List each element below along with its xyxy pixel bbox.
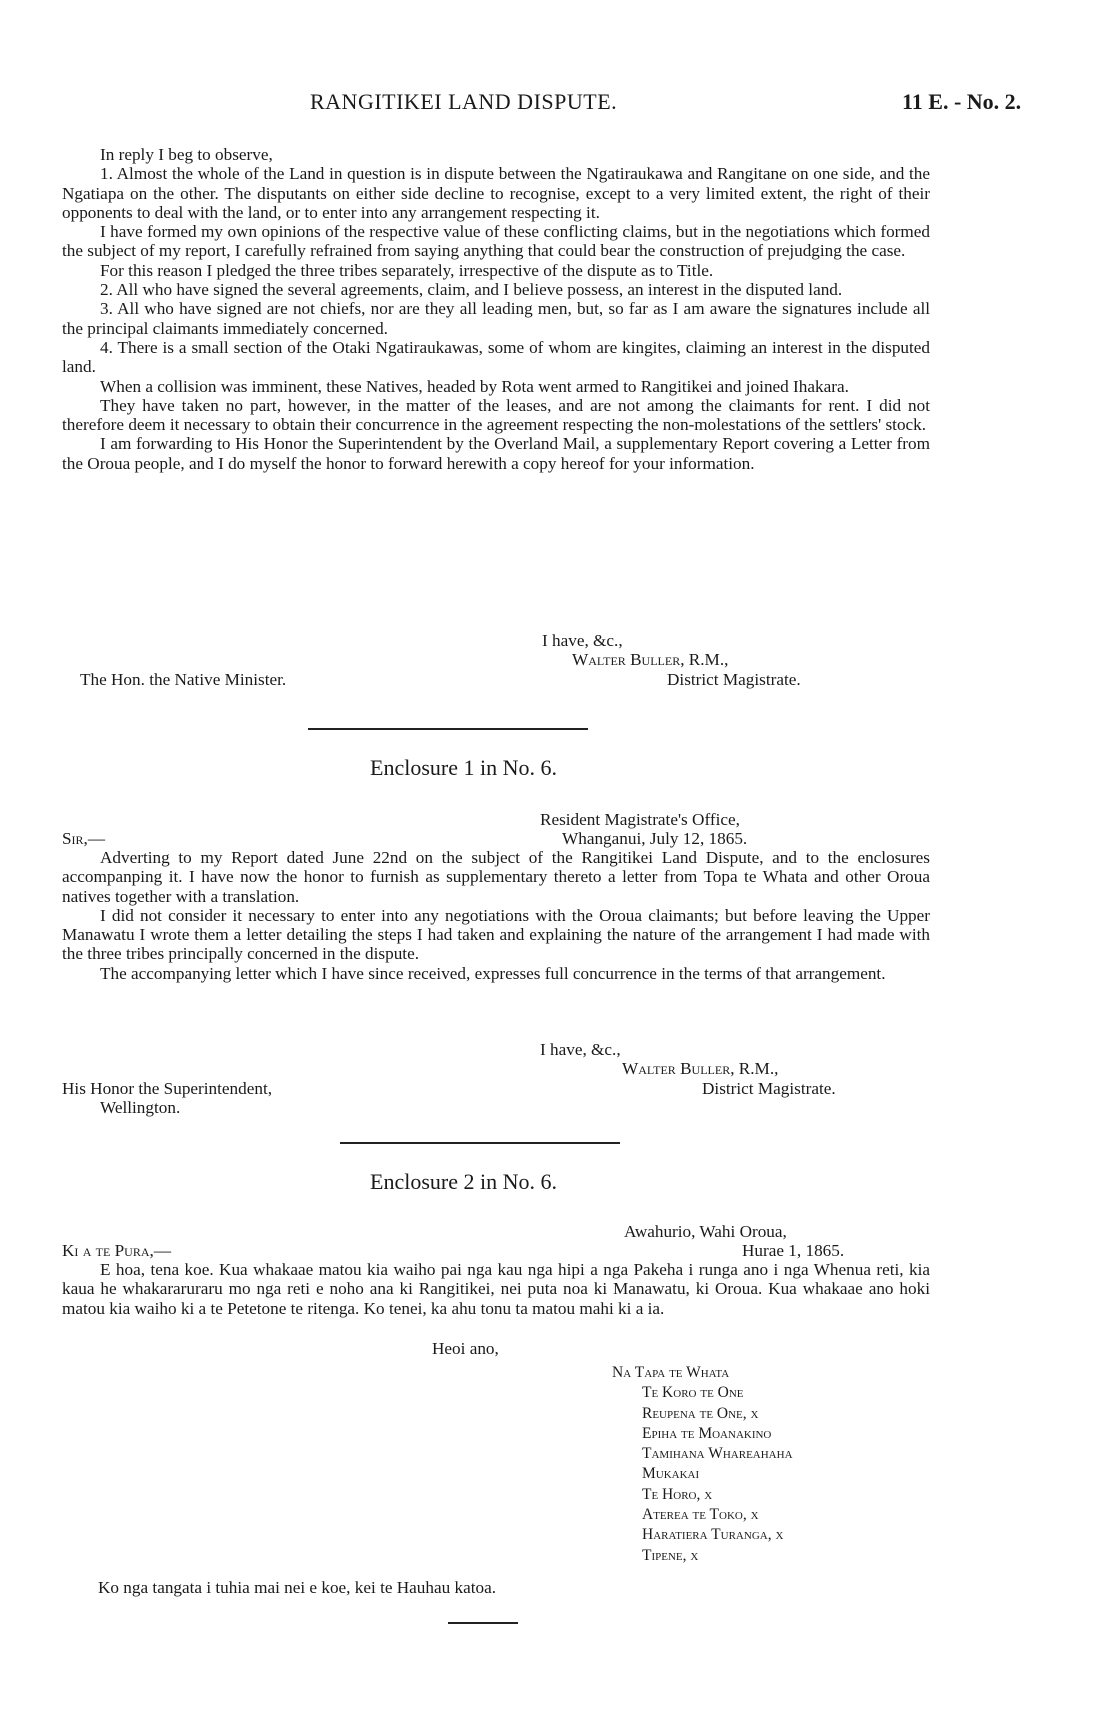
designation: District Magistrate.	[667, 670, 801, 689]
running-title: RANGITIKEI LAND DISPUTE.	[310, 89, 618, 114]
salutation: Sir,—	[62, 829, 106, 848]
enclosure-2-body	[62, 1260, 930, 1318]
enclosure-1-body	[62, 848, 930, 983]
paragraph: I am forwarding to His Honor the Superintendent by the Overland Mail, a supplementary Report covering a Letter from the Oroua people, and I do myself the honor to forward herewith a copy hereof for your information.	[62, 434, 930, 473]
list-item: Tamihana Whareahaha	[642, 1445, 793, 1463]
list-item: Haratiera Turanga, x	[642, 1526, 784, 1544]
addressee: His Honor the Superintendent,	[62, 1079, 273, 1098]
list-item: Epiha te Moanakino	[642, 1424, 772, 1442]
paragraph: I did not consider it necessary to enter into any negotiations with the Oroua claimants; but before leaving the Upper Manawatu I wrote them a letter detailing the steps I had taken and explaining the nature of the arrangement I had made with the three tribes principally concerned in the dispute.	[62, 905, 930, 964]
list-item: Reupena te One, x	[642, 1404, 759, 1422]
paragraph: 2. All who have signed the several agreements, claim, and I believe possess, an interest in the disputed land.	[100, 280, 843, 300]
salutation: Ki a te Pura,—	[62, 1241, 172, 1260]
page-number: 11 E. - No. 2.	[902, 89, 1022, 114]
address-line: Hurae 1, 1865.	[742, 1241, 845, 1260]
enclosure-2-heading: Enclosure 2 in No. 6.	[370, 1169, 557, 1194]
list-item: Tipene, x	[642, 1546, 699, 1564]
addressee: Wellington.	[100, 1098, 181, 1117]
designation: District Magistrate.	[702, 1079, 836, 1098]
enclosure-1-heading: Enclosure 1 in No. 6.	[370, 755, 557, 780]
address-line: Whanganui, July 12, 1865.	[562, 829, 748, 848]
signature: Walter Buller, R.M.,	[622, 1059, 779, 1078]
closing-phrase: I have, &c.,	[542, 631, 623, 650]
enclosure-1-closing	[62, 1040, 932, 1120]
list-item: Na Tapa te Whata	[612, 1364, 730, 1381]
divider	[308, 728, 588, 730]
signature: Walter Buller, R.M.,	[572, 650, 729, 669]
paragraph: When a collision was imminent, these Natives, headed by Rota went armed to Rangitikei and joined Ihakara.	[100, 376, 849, 396]
signatory-list	[612, 1362, 793, 1565]
page-header	[0, 89, 1114, 122]
paragraph: I have formed my own opinions of the respective value of these conflicting claims, but in the negotiations which formed the subject of my report, I carefully refrained from saying anything that could bear the construction of prejudging the case.	[62, 222, 930, 261]
paragraph: 4. There is a small section of the Otaki Ngatiraukawas, some of whom are kingites, claiming an interest in the disputed land.	[62, 337, 930, 377]
enclosure-2-address	[62, 1222, 932, 1262]
closing-phrase: Heoi ano,	[432, 1339, 499, 1358]
list-item: Te Koro te One	[642, 1384, 744, 1402]
paragraph: 1. Almost the whole of the Land in question is in dispute between the Ngatiraukawa and Rangitane on one side, and the Ngatiapa on the other. The disputants on either side decline to recognise, except to a very limited extent, the right of their opponents to deal with the land, or to enter into any arrangement respecting it.	[62, 164, 930, 222]
divider	[448, 1622, 518, 1624]
list-item: Mukakai	[642, 1465, 700, 1483]
paragraph: E hoa, tena koe. Kua whakaae matou kia waiho pai nga kau nga hipi a nga Pakeha i runga ano i nga Whenua reti, kia kaua he whakararuraru mo nga reti e noho ana ki Rangitikei, nei puta noa ki Manawatu, ki Oroua. Kua whakaae ano hoki matou kia waiho ki a te Petetone te ritenga. Ko tenei, ka ahu tonu ta matou mahi ki a ia.	[62, 1260, 930, 1318]
addressee: The Hon. the Native Minister.	[80, 670, 287, 689]
paragraph: For this reason I pledged the three tribes separately, irrespective of the dispute as to Title.	[100, 260, 714, 280]
paragraph: They have taken no part, however, in the matter of the leases, and are not among the claimants for rent. I did not therefore deem it necessary to obtain their concurrence in the agreement respecting the non-molestations of the settlers' stock.	[62, 395, 930, 435]
address-line: Awahurio, Wahi Oroua,	[624, 1222, 787, 1241]
letter-body	[62, 145, 930, 473]
list-item: Te Horo, x	[642, 1485, 713, 1503]
paragraph: 3. All who have signed are not chiefs, nor are they all leading men, but, so far as I am aware the signatures include all the principal claimants immediately concerned.	[62, 299, 930, 338]
address-line: Resident Magistrate's Office,	[540, 810, 740, 829]
paragraph: In reply I beg to observe,	[100, 145, 273, 164]
letter-closing	[62, 631, 932, 691]
footnote: Ko nga tangata i tuhia mai nei e koe, kei te Hauhau katoa.	[98, 1578, 497, 1597]
paragraph: The accompanying letter which I have since received, expresses full concurrence in the terms of that arrangement.	[100, 963, 886, 983]
closing-phrase: I have, &c.,	[540, 1040, 621, 1059]
enclosure-1-address	[62, 810, 932, 850]
divider	[340, 1142, 620, 1144]
list-item: Aterea te Toko, x	[642, 1506, 759, 1524]
paragraph: Adverting to my Report dated June 22nd on the subject of the Rangitikei Land Dispute, and to the enclosures accompanping it. I have now the honor to furnish as supplementary thereto a letter from Topa te Whata and other Oroua natives together with a translation.	[62, 848, 930, 906]
